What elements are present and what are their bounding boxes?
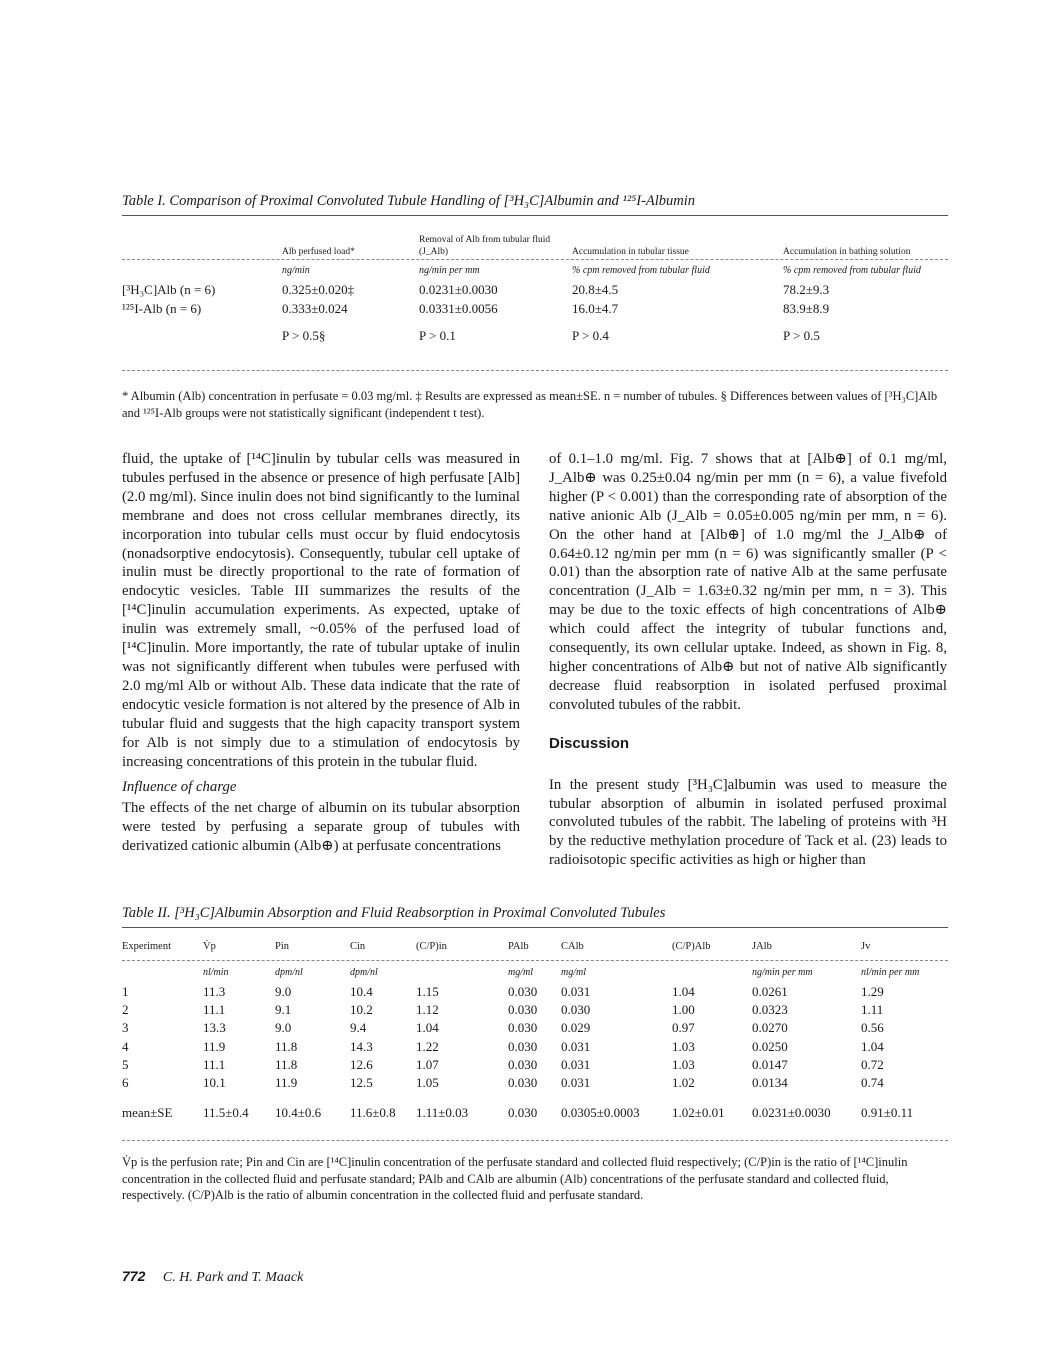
table-cell: 0.030 xyxy=(508,1038,538,1054)
table-cell: 9.0 xyxy=(275,1020,292,1036)
table2-caption: Table II. [³H₃C]Albumin Absorption and Fluid Reabsorption in Proximal Convoluted Tubules xyxy=(122,905,666,921)
table-cell: 1.11±0.03 xyxy=(416,1105,469,1121)
table-row xyxy=(122,984,948,1002)
body-paragraph: fluid, the uptake of [¹⁴C]inulin by tubular cells was measured in tubules perfused in the absence or presence of high perfusate [Alb] (2.0 mg/ml). Since inulin does not bind significantly to the luminal membrane and does not cross cellular membranes directly, its incorporation into tubular cells must occur by fluid endocytosis (nonadsorptive endocytosis). Consequently, tubular cell uptake of inulin must be directly proportional to the rate of formation of endocytic vesicles. Table III summarizes the results of the [¹⁴C]inulin accumulation experiments. As expected, uptake of inulin was extremely small, ~0.05% of the perfused load of [¹⁴C]inulin. More importantly, the rate of tubular uptake of inulin was not significantly different when tubules were perfused with 2.0 mg/ml Alb or without Alb. These data indicate that the rate of endocytic vesicle formation is not altered by the presence of Alb in tubular fluid and suggests that the high capacity transport system for Alb is not simply due to a stimulation of endocytosis by increasing concentrations of this protein in the tubular fluid. xyxy=(122,451,520,770)
table-cell: 78.2±9.3 xyxy=(783,282,830,297)
table-cell: 11.3 xyxy=(203,984,226,999)
table-cell: 11.8 xyxy=(275,1056,298,1072)
table-cell: 11.9 xyxy=(203,1038,226,1054)
table-cell: 0.97 xyxy=(672,1020,695,1036)
table-row xyxy=(122,1075,948,1093)
table2-footnote: V̇p is the perfusion rate; Pin and Cin are [¹⁴C]inulin concentration of the perfusate standard and collected fluid respectively; (C/P)in is the ratio of [¹⁴C]inulin concentration in the collected fluid and perfusate standard; PAlb and CAlb are albumin (Alb) concentrations of the perfusate standard and collected fluid, respectively. (C/P)Alb is the ratio of albumin concentration in the collected fluid and perfusate standard. xyxy=(122,1155,908,1202)
table-cell: 1.11 xyxy=(861,1002,884,1018)
table-row xyxy=(122,282,948,301)
table-cell: 0.0261 xyxy=(752,984,788,999)
page-number: 772 xyxy=(122,1268,146,1284)
table2-mean-row xyxy=(122,1093,948,1133)
page-footer xyxy=(122,1268,303,1286)
table1-p-row xyxy=(122,320,948,352)
table2-header: Cin xyxy=(350,940,366,952)
table2-header: JAlb xyxy=(752,940,772,952)
table-cell: 9.0 xyxy=(275,984,292,999)
table-cell: 0.74 xyxy=(861,1074,884,1090)
table-cell: 1.03 xyxy=(672,1056,695,1072)
table1-caption: Table I. Comparison of Proximal Convoluted Tubule Handling of [³H₃C]Albumin and ¹²⁵I-Albumin xyxy=(122,193,696,209)
table-cell: 0.031 xyxy=(561,984,591,999)
table-cell: 0.030 xyxy=(508,1002,538,1018)
table-cell: 0.030 xyxy=(508,1105,538,1121)
section-heading-discussion: Discussion xyxy=(549,734,630,752)
table-cell: 0.030 xyxy=(508,1056,538,1072)
table-cell: 20.8±4.5 xyxy=(572,282,619,297)
body-right-column xyxy=(549,450,947,870)
table-cell: 11.8 xyxy=(275,1038,298,1054)
body-paragraph: In the present study [³H₃C]albumin was used to measure the tubular absorption of albumin in isolated perfused proximal convoluted tubules of the rabbit. The labeling of proteins with ³H by the reductive methylation procedure of Tack et al. (23) leads to radioisotopic specific activities as high or higher than xyxy=(549,776,947,869)
table-cell: 1.22 xyxy=(416,1038,439,1054)
table1-header-rule xyxy=(122,259,948,260)
table-cell: 0.0250 xyxy=(752,1038,788,1054)
table-cell: 12.6 xyxy=(350,1056,373,1072)
table2-unit: nl/min per mm xyxy=(861,966,920,978)
table2-unit: mg/ml xyxy=(508,966,533,978)
subheading-influence-of-charge: Influence of charge xyxy=(122,779,237,796)
table2 xyxy=(122,932,948,1133)
table-cell: 2 xyxy=(122,1002,129,1018)
table-cell: 0.029 xyxy=(561,1020,591,1036)
table1-top-rule xyxy=(122,215,948,216)
table-cell: 1 xyxy=(122,984,129,999)
table2-unit: dpm/nl xyxy=(275,966,303,978)
table-cell: 0.91±0.11 xyxy=(861,1105,914,1121)
body-paragraph: The effects of the net charge of albumin on its tubular absorption were tested by perfusing a separate group of tubules with derivatized cationic albumin (Alb⊕) at perfusate concentrations xyxy=(122,800,520,855)
table-cell: 1.03 xyxy=(672,1038,695,1054)
p-value: P > 0.4 xyxy=(572,328,609,343)
table1-header: Accumulation in tubular tissue xyxy=(572,247,689,257)
table1-footnote: * Albumin (Alb) concentration in perfusate = 0.03 mg/ml. ‡ Results are expressed as mean±SE. n = number of tubules. § Differences between values of [³H₃C]Alb and ¹²⁵I-Alb groups were not statistically significant (independent t test). xyxy=(122,389,938,420)
table-cell: 11.1 xyxy=(203,1002,226,1018)
table-cell: 0.030 xyxy=(508,1020,538,1036)
table-cell: 0.031 xyxy=(561,1074,591,1090)
table2-header: Pin xyxy=(275,940,290,952)
table2-header: V̇p xyxy=(203,940,216,952)
p-value: P > 0.5 xyxy=(783,328,820,343)
table-cell: 1.29 xyxy=(861,984,884,999)
table-cell: 11.9 xyxy=(275,1074,298,1090)
table-cell: 1.04 xyxy=(416,1020,439,1036)
table-cell: 0.030 xyxy=(508,984,538,999)
table-cell: 1.12 xyxy=(416,1002,439,1018)
table1-header: Accumulation in bathing solution xyxy=(783,247,911,257)
table-row xyxy=(122,1002,948,1020)
table-cell: 0.030 xyxy=(508,1074,538,1090)
table2-header: Experiment xyxy=(122,940,171,952)
table-cell: 10.1 xyxy=(203,1074,226,1090)
table-row xyxy=(122,301,948,320)
table-cell: 83.9±8.9 xyxy=(783,301,830,316)
table-cell: 10.2 xyxy=(350,1002,373,1018)
table1-unit: % cpm removed from tubular fluid xyxy=(783,264,921,276)
table-cell: 1.02±0.01 xyxy=(672,1105,725,1121)
table-cell: 0.031 xyxy=(561,1038,591,1054)
table-cell: 0.325±0.020‡ xyxy=(282,282,355,297)
table-cell: 0.0134 xyxy=(752,1074,788,1090)
table2-unit: dpm/nl xyxy=(350,966,378,978)
table-cell: 9.1 xyxy=(275,1002,292,1018)
table-cell: 11.6±0.8 xyxy=(350,1105,396,1121)
table1-unit: ng/min per mm xyxy=(419,264,480,276)
table-cell: 1.04 xyxy=(672,984,695,999)
table-cell: 1.00 xyxy=(672,1002,695,1018)
table-cell: 0.030 xyxy=(561,1002,591,1018)
table-cell: 0.0147 xyxy=(752,1056,788,1072)
p-value: P > 0.5§ xyxy=(282,328,326,343)
table-cell: 0.0231±0.0030 xyxy=(419,282,498,297)
table-cell: 5 xyxy=(122,1056,129,1072)
table2-unit: mg/ml xyxy=(561,966,586,978)
table-cell: 4 xyxy=(122,1038,129,1054)
table-cell: 1.04 xyxy=(861,1038,884,1054)
table2-unit: nl/min xyxy=(203,966,229,978)
table1 xyxy=(122,224,948,352)
table2-header-rule xyxy=(122,960,948,961)
table1-header: Removal of Alb from tubular fluid (J_Alb) xyxy=(419,235,551,257)
table1-header: Alb perfused load* xyxy=(282,247,355,257)
table2-header: PAlb xyxy=(508,940,529,952)
table-cell: 16.0±4.7 xyxy=(572,301,619,316)
table-cell: 6 xyxy=(122,1074,129,1090)
table-cell: 1.02 xyxy=(672,1074,695,1090)
table1-unit: ng/min xyxy=(282,264,310,276)
table2-bottom-rule xyxy=(122,1140,948,1141)
body-left-column xyxy=(122,450,520,856)
table-cell: 0.56 xyxy=(861,1020,884,1036)
table-cell: 13.3 xyxy=(203,1020,226,1036)
table-cell: 11.5±0.4 xyxy=(203,1105,249,1121)
table-cell: 0.0323 xyxy=(752,1002,788,1018)
table-cell: 11.1 xyxy=(203,1056,226,1072)
table-cell: 0.0305±0.0003 xyxy=(561,1105,640,1121)
table2-header: Jv xyxy=(861,940,871,952)
table-cell: 1.07 xyxy=(416,1056,439,1072)
table1-bottom-rule xyxy=(122,370,948,371)
table2-header: CAlb xyxy=(561,940,584,952)
table-cell: 9.4 xyxy=(350,1020,367,1036)
table1-unit: % cpm removed from tubular fluid xyxy=(572,264,710,276)
table-cell: 0.0331±0.0056 xyxy=(419,301,498,316)
table-cell: 3 xyxy=(122,1020,129,1036)
table2-top-rule xyxy=(122,927,948,928)
table1-corner xyxy=(122,224,282,258)
table2-header: (C/P)Alb xyxy=(672,940,711,952)
table-cell: 1.05 xyxy=(416,1074,439,1090)
table-cell: 14.3 xyxy=(350,1038,373,1054)
table1-row-label: [³H₃C]Alb (n = 6) xyxy=(122,282,216,297)
table-cell: 0.031 xyxy=(561,1056,591,1072)
body-paragraph: of 0.1–1.0 mg/ml. Fig. 7 shows that at [Alb⊕] of 0.1 mg/ml, J_Alb⊕ was 0.25±0.04 ng/min per mm (n = 6), a value fivefold higher (P < 0.001) than the corresponding rate of absorption of the native anionic Alb (J_Alb = 0.05±0.005 ng/min per mm, n = 6). On the other hand at [Alb⊕] of 1.0 mg/ml the J_Alb⊕ of 0.64±0.12 ng/min per mm (n = 6) was significantly smaller (P < 0.01) than the absorption rate of native Alb at the same perfusate concentration (J_Alb = 1.63±0.32 ng/min per mm, n = 3). This may be due to the toxic effects of high concentrations of Alb⊕ which could affect the integrity of tubular functions and, consequently, its own cellular uptake. Indeed, as shown in Fig. 8, higher concentrations of Alb⊕ but not of native Alb significantly decrease fluid reabsorption in isolated perfused proximal convoluted tubules of the rabbit. xyxy=(549,451,947,713)
table1-row-label: ¹²⁵I-Alb (n = 6) xyxy=(122,301,202,316)
table-cell: 0.72 xyxy=(861,1056,884,1072)
table2-unit: ng/min per mm xyxy=(752,966,813,978)
table-cell: 0.0231±0.0030 xyxy=(752,1105,831,1121)
table-cell: 10.4 xyxy=(350,984,373,999)
table-row xyxy=(122,1039,948,1057)
table-cell: 1.15 xyxy=(416,984,439,999)
running-authors: C. H. Park and T. Maack xyxy=(162,1270,304,1285)
table2-body xyxy=(122,984,948,1093)
p-value: P > 0.1 xyxy=(419,328,456,343)
table-row xyxy=(122,1020,948,1038)
table2-header: (C/P)in xyxy=(416,940,447,952)
table-cell: 10.4±0.6 xyxy=(275,1105,322,1121)
table-cell: mean±SE xyxy=(122,1105,173,1121)
table-row xyxy=(122,1057,948,1075)
table-cell: 12.5 xyxy=(350,1074,373,1090)
table-cell: 0.0270 xyxy=(752,1020,788,1036)
table-cell: 0.333±0.024 xyxy=(282,301,348,316)
